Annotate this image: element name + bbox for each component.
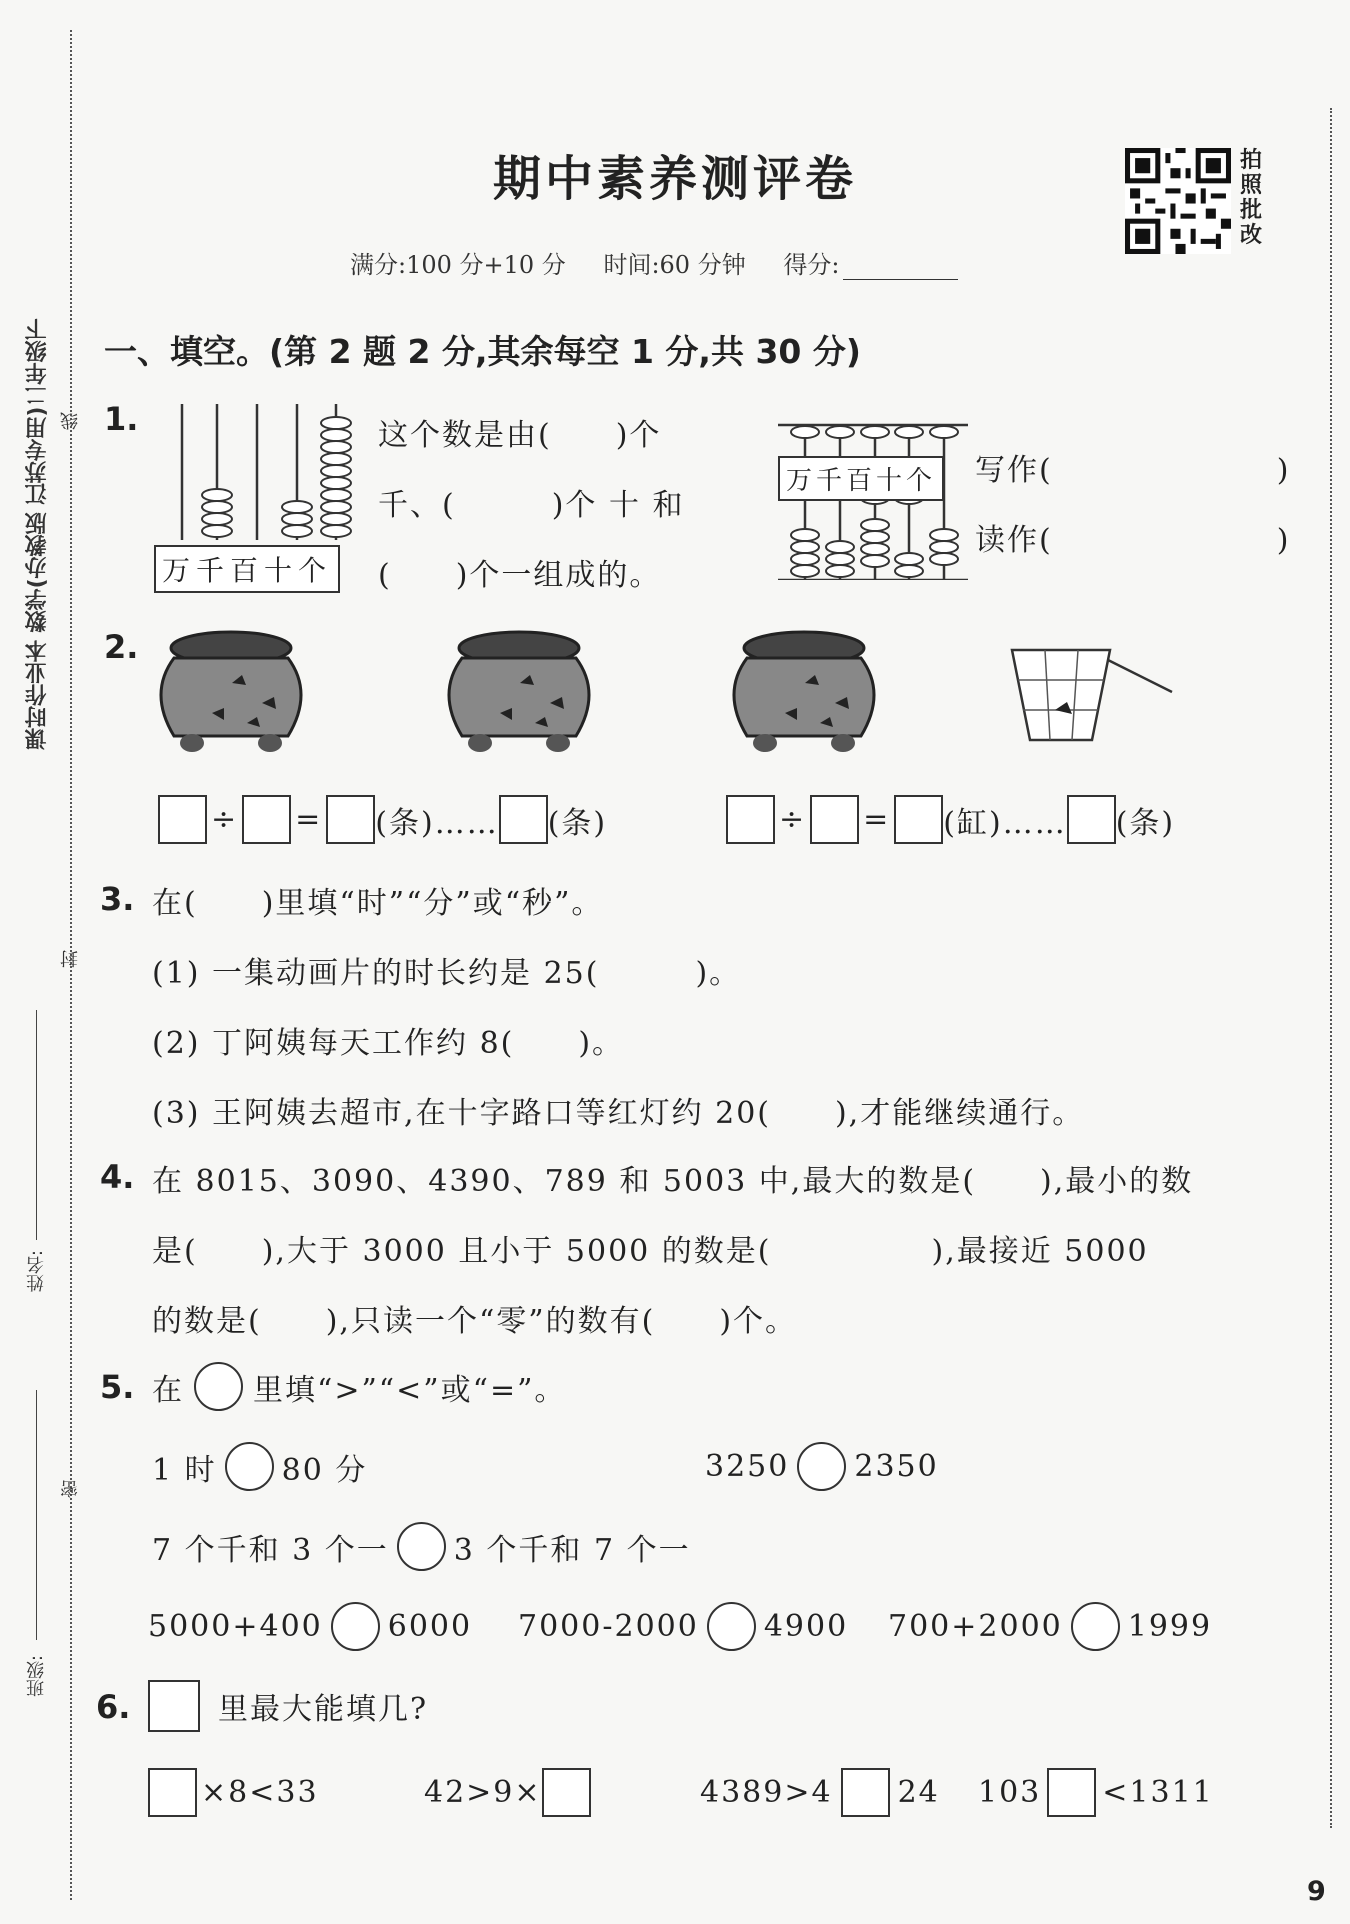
answer-box[interactable] <box>894 795 943 844</box>
q5-compare-5: 7000-2000 4900 <box>518 1602 848 1651</box>
q2-number: 2. <box>104 628 139 666</box>
q5-compare-4: 5000+400 6000 <box>148 1602 472 1651</box>
answer-circle[interactable] <box>331 1602 380 1651</box>
q6-number: 6. <box>96 1688 131 1726</box>
abacus-1-icon <box>152 400 372 550</box>
q3-item-1: (1) 一集动画片的时长约是 25( )。 <box>152 956 742 991</box>
q5-compare-1: 1 时 80 分 <box>152 1442 367 1491</box>
q2-division-1: ÷ = (条)…… (条) <box>158 795 607 844</box>
compare-circle-icon <box>194 1362 243 1411</box>
answer-box[interactable] <box>326 795 375 844</box>
name-line[interactable] <box>36 1010 37 1240</box>
q1-line3: ( )个一组成的。 <box>378 558 662 593</box>
q2-division-2: ÷ = (缸)…… (条) <box>726 795 1175 844</box>
exam-meta <box>350 245 988 280</box>
qr-caption: 拍 照 批 改 <box>1240 148 1263 248</box>
class-label: 班级: <box>26 1655 47 1698</box>
q3-item-3: (3) 王阿姨去超市,在十字路口等红灯约 20( ),才能继续通行。 <box>152 1096 1085 1131</box>
q5-compare-6: 700+2000 1999 <box>888 1602 1212 1651</box>
q5-prompt: 在 里填“>”“<”或“=”。 <box>152 1362 566 1411</box>
answer-circle[interactable] <box>225 1442 274 1491</box>
q1-line2: 千、( )个 十 和 <box>378 488 685 523</box>
q1-write-as: 写作( ) <box>975 453 1291 488</box>
q6-expr-2: 42>9× <box>424 1768 591 1817</box>
q6-expr-1: ×8<33 <box>148 1768 319 1817</box>
time-limit: 时间:60 分钟 <box>603 251 746 279</box>
answer-box[interactable] <box>726 795 775 844</box>
q4-line-2: 是( ),大于 3000 且小于 5000 的数是( ),最接近 5000 <box>152 1234 1149 1269</box>
square-icon <box>148 1680 200 1732</box>
score-blank[interactable] <box>843 257 958 280</box>
abacus-2-label: 万千百十个 <box>778 456 944 501</box>
binding-dotted-line-right <box>1330 108 1332 1828</box>
answer-circle[interactable] <box>707 1602 756 1651</box>
answer-box[interactable] <box>841 1768 890 1817</box>
answer-circle[interactable] <box>397 1522 446 1571</box>
answer-box[interactable] <box>1067 795 1116 844</box>
full-score: 满分:100 分+10 分 <box>350 251 566 279</box>
answer-circle[interactable] <box>1071 1602 1120 1651</box>
q5-compare-3: 7 个千和 3 个一 3 个千和 7 个一 <box>152 1522 691 1571</box>
answer-box[interactable] <box>542 1768 591 1817</box>
q5-compare-2: 3250 2350 <box>705 1442 939 1491</box>
q1-line1: 这个数是由( )个 <box>378 418 662 453</box>
q6-expr-3: 4389>4 24 <box>700 1768 940 1817</box>
qr-code-icon[interactable] <box>1125 148 1231 254</box>
binding-seal-mark: 封 <box>60 950 81 968</box>
q6-expr-4: 103 <1311 <box>978 1768 1214 1817</box>
binding-dense-mark: 密 <box>60 1480 81 1498</box>
q1-number: 1. <box>104 400 139 438</box>
q3-prompt: 在( )里填“时”“分”或“秒”。 <box>152 886 604 921</box>
page-title: 期中素养测评卷 <box>492 151 857 207</box>
answer-box[interactable] <box>158 795 207 844</box>
fish-tank-2-icon <box>440 628 598 756</box>
abacus-1-label: 万千百十个 <box>154 545 340 593</box>
q3-item-2: (2) 丁阿姨每天工作约 8( )。 <box>152 1026 625 1061</box>
q6-prompt: 里最大能填几? <box>148 1680 428 1732</box>
answer-box[interactable] <box>148 1768 197 1817</box>
answer-box[interactable] <box>499 795 548 844</box>
answer-box[interactable] <box>242 795 291 844</box>
answer-box[interactable] <box>1047 1768 1096 1817</box>
q5-number: 5. <box>100 1368 135 1406</box>
q4-line-3: 的数是( ),只读一个“零”的数有( )个。 <box>152 1304 798 1339</box>
answer-circle[interactable] <box>797 1442 846 1491</box>
name-label: 姓名: <box>26 1250 47 1293</box>
binding-line-mark: 线 <box>60 412 81 430</box>
binding-series-label: 课时作业本 数学(办教版 江苏专用)二年级下 <box>25 318 50 750</box>
q1-read-as: 读作( ) <box>975 523 1291 558</box>
class-line[interactable] <box>36 1390 37 1640</box>
page-number: 9 <box>1307 1876 1326 1907</box>
q4-number: 4. <box>100 1158 135 1196</box>
score-label: 得分: <box>783 251 840 279</box>
fish-tank-1-icon <box>152 628 310 756</box>
answer-box[interactable] <box>810 795 859 844</box>
fish-tank-3-icon <box>725 628 883 756</box>
q4-line-1: 在 8015、3090、4390、789 和 5003 中,最大的数是( ),最小的数 <box>152 1164 1194 1199</box>
section-heading: 一、填空。(第 2 题 2 分,其余每空 1 分,共 30 分) <box>104 332 861 371</box>
fishing-net-icon <box>1010 640 1175 750</box>
q3-number: 3. <box>100 880 135 918</box>
